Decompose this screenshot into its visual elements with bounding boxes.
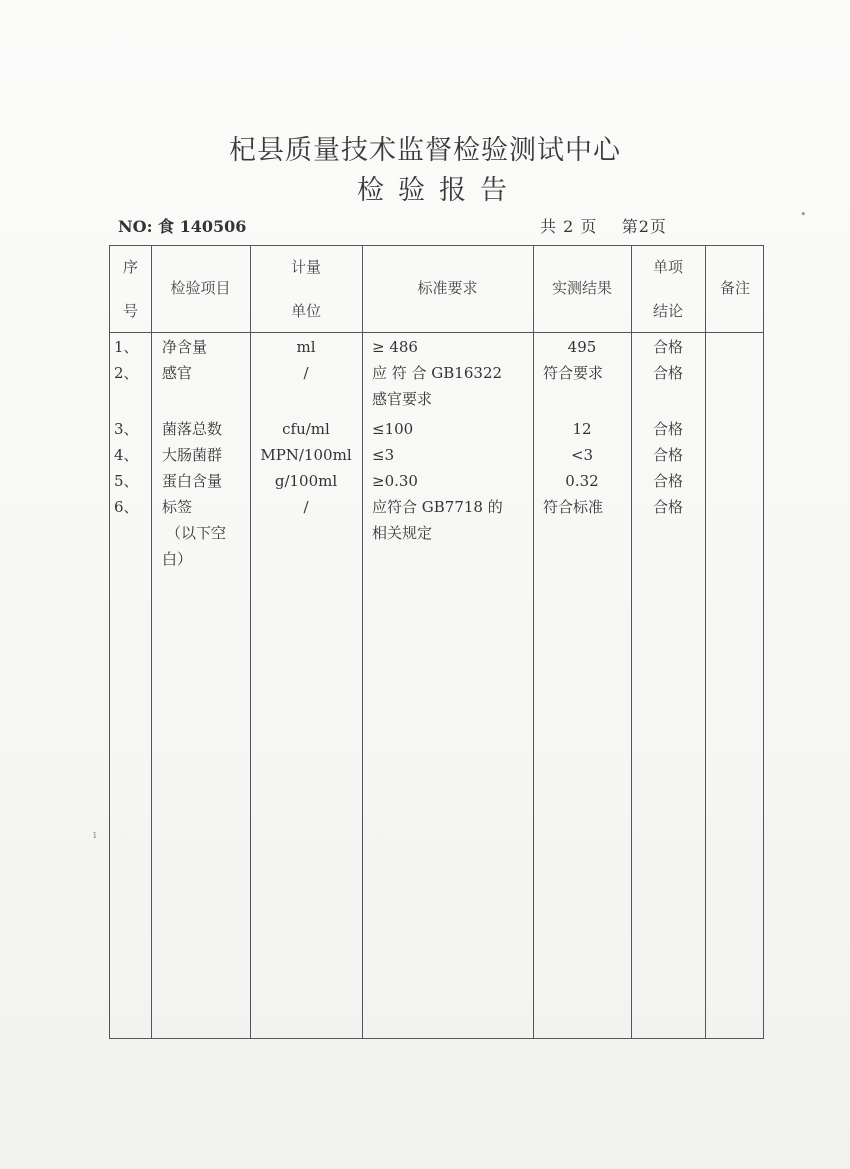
row3-unit: cfu/ml xyxy=(282,420,330,438)
row4-seq: 4、 xyxy=(114,446,139,464)
header-conclusion-line1: 单项 xyxy=(652,258,683,276)
header-result: 实测结果 xyxy=(551,279,612,297)
row6-unit: / xyxy=(303,498,309,516)
row2-standard-line2: 感官要求 xyxy=(372,390,433,408)
header-seq-line2: 号 xyxy=(122,302,138,320)
header-item: 检验项目 xyxy=(170,279,231,297)
row4-result: <3 xyxy=(570,446,594,464)
row4-item: 大肠菌群 xyxy=(162,446,223,464)
scan-speck: • xyxy=(800,208,807,221)
row2-standard: 应 符 合 GB16322 xyxy=(372,364,503,382)
org-title: 杞县质量技术监督检验测试中心 xyxy=(229,135,621,166)
row1-seq: 1、 xyxy=(114,338,139,356)
row3-item: 菌落总数 xyxy=(162,420,223,438)
row2-conclusion: 合格 xyxy=(653,364,684,382)
report-title: 检验报告 xyxy=(357,175,521,206)
row3-standard: ≤100 xyxy=(372,420,414,438)
row5-result: 0.32 xyxy=(565,472,599,490)
row6-seq: 6、 xyxy=(114,498,139,516)
report-number xyxy=(118,214,246,237)
page-info xyxy=(540,214,667,237)
row1-item: 净含量 xyxy=(162,338,208,356)
row4-unit: MPN/100ml xyxy=(260,446,352,464)
pages-total: 共 2 页 xyxy=(540,217,598,236)
row5-standard: ≥0.30 xyxy=(372,472,418,490)
row5-conclusion: 合格 xyxy=(653,472,684,490)
row2-unit: / xyxy=(303,364,309,382)
blank-note-line1: （以下空 xyxy=(166,524,227,542)
report-no-label: NO: xyxy=(118,217,153,236)
header-remark: 备注 xyxy=(719,279,750,297)
header-unit-line2: 单位 xyxy=(290,302,321,320)
header-unit-line1: 计量 xyxy=(290,258,321,276)
header-seq-line1: 序 xyxy=(122,258,138,276)
row2-seq: 2、 xyxy=(114,364,139,382)
row6-standard-line2: 相关规定 xyxy=(372,524,433,542)
row4-standard: ≤3 xyxy=(372,446,395,464)
row5-unit: g/100ml xyxy=(274,472,338,490)
inspection-table xyxy=(109,245,764,1039)
header-standard: 标准要求 xyxy=(417,279,478,297)
row1-unit: ml xyxy=(296,338,316,356)
row1-standard: ≥ 486 xyxy=(372,338,418,356)
row1-conclusion: 合格 xyxy=(653,338,684,356)
row5-seq: 5、 xyxy=(114,472,139,490)
header-seq xyxy=(110,258,151,320)
row2-item: 感官 xyxy=(162,364,193,382)
row6-item: 标签 xyxy=(162,498,193,516)
row3-result: 12 xyxy=(572,420,592,438)
row2-result: 符合要求 xyxy=(543,364,604,382)
row3-conclusion: 合格 xyxy=(653,420,684,438)
row6-conclusion: 合格 xyxy=(653,498,684,516)
row4-conclusion: 合格 xyxy=(653,446,684,464)
report-no-value: 食 140506 xyxy=(158,217,247,236)
header-unit xyxy=(250,258,362,320)
header-conclusion-line2: 结论 xyxy=(652,302,683,320)
row5-item: 蛋白含量 xyxy=(162,472,223,490)
row6-result: 符合标准 xyxy=(543,498,604,516)
scan-speck: ı xyxy=(93,828,97,841)
row1-result: 495 xyxy=(567,338,597,356)
row3-seq: 3、 xyxy=(114,420,139,438)
page-current: 第2页 xyxy=(621,217,667,236)
header-conclusion xyxy=(631,258,705,320)
row6-standard: 应符合 GB7718 的 xyxy=(372,498,503,516)
blank-note-line2: 白） xyxy=(162,550,193,568)
